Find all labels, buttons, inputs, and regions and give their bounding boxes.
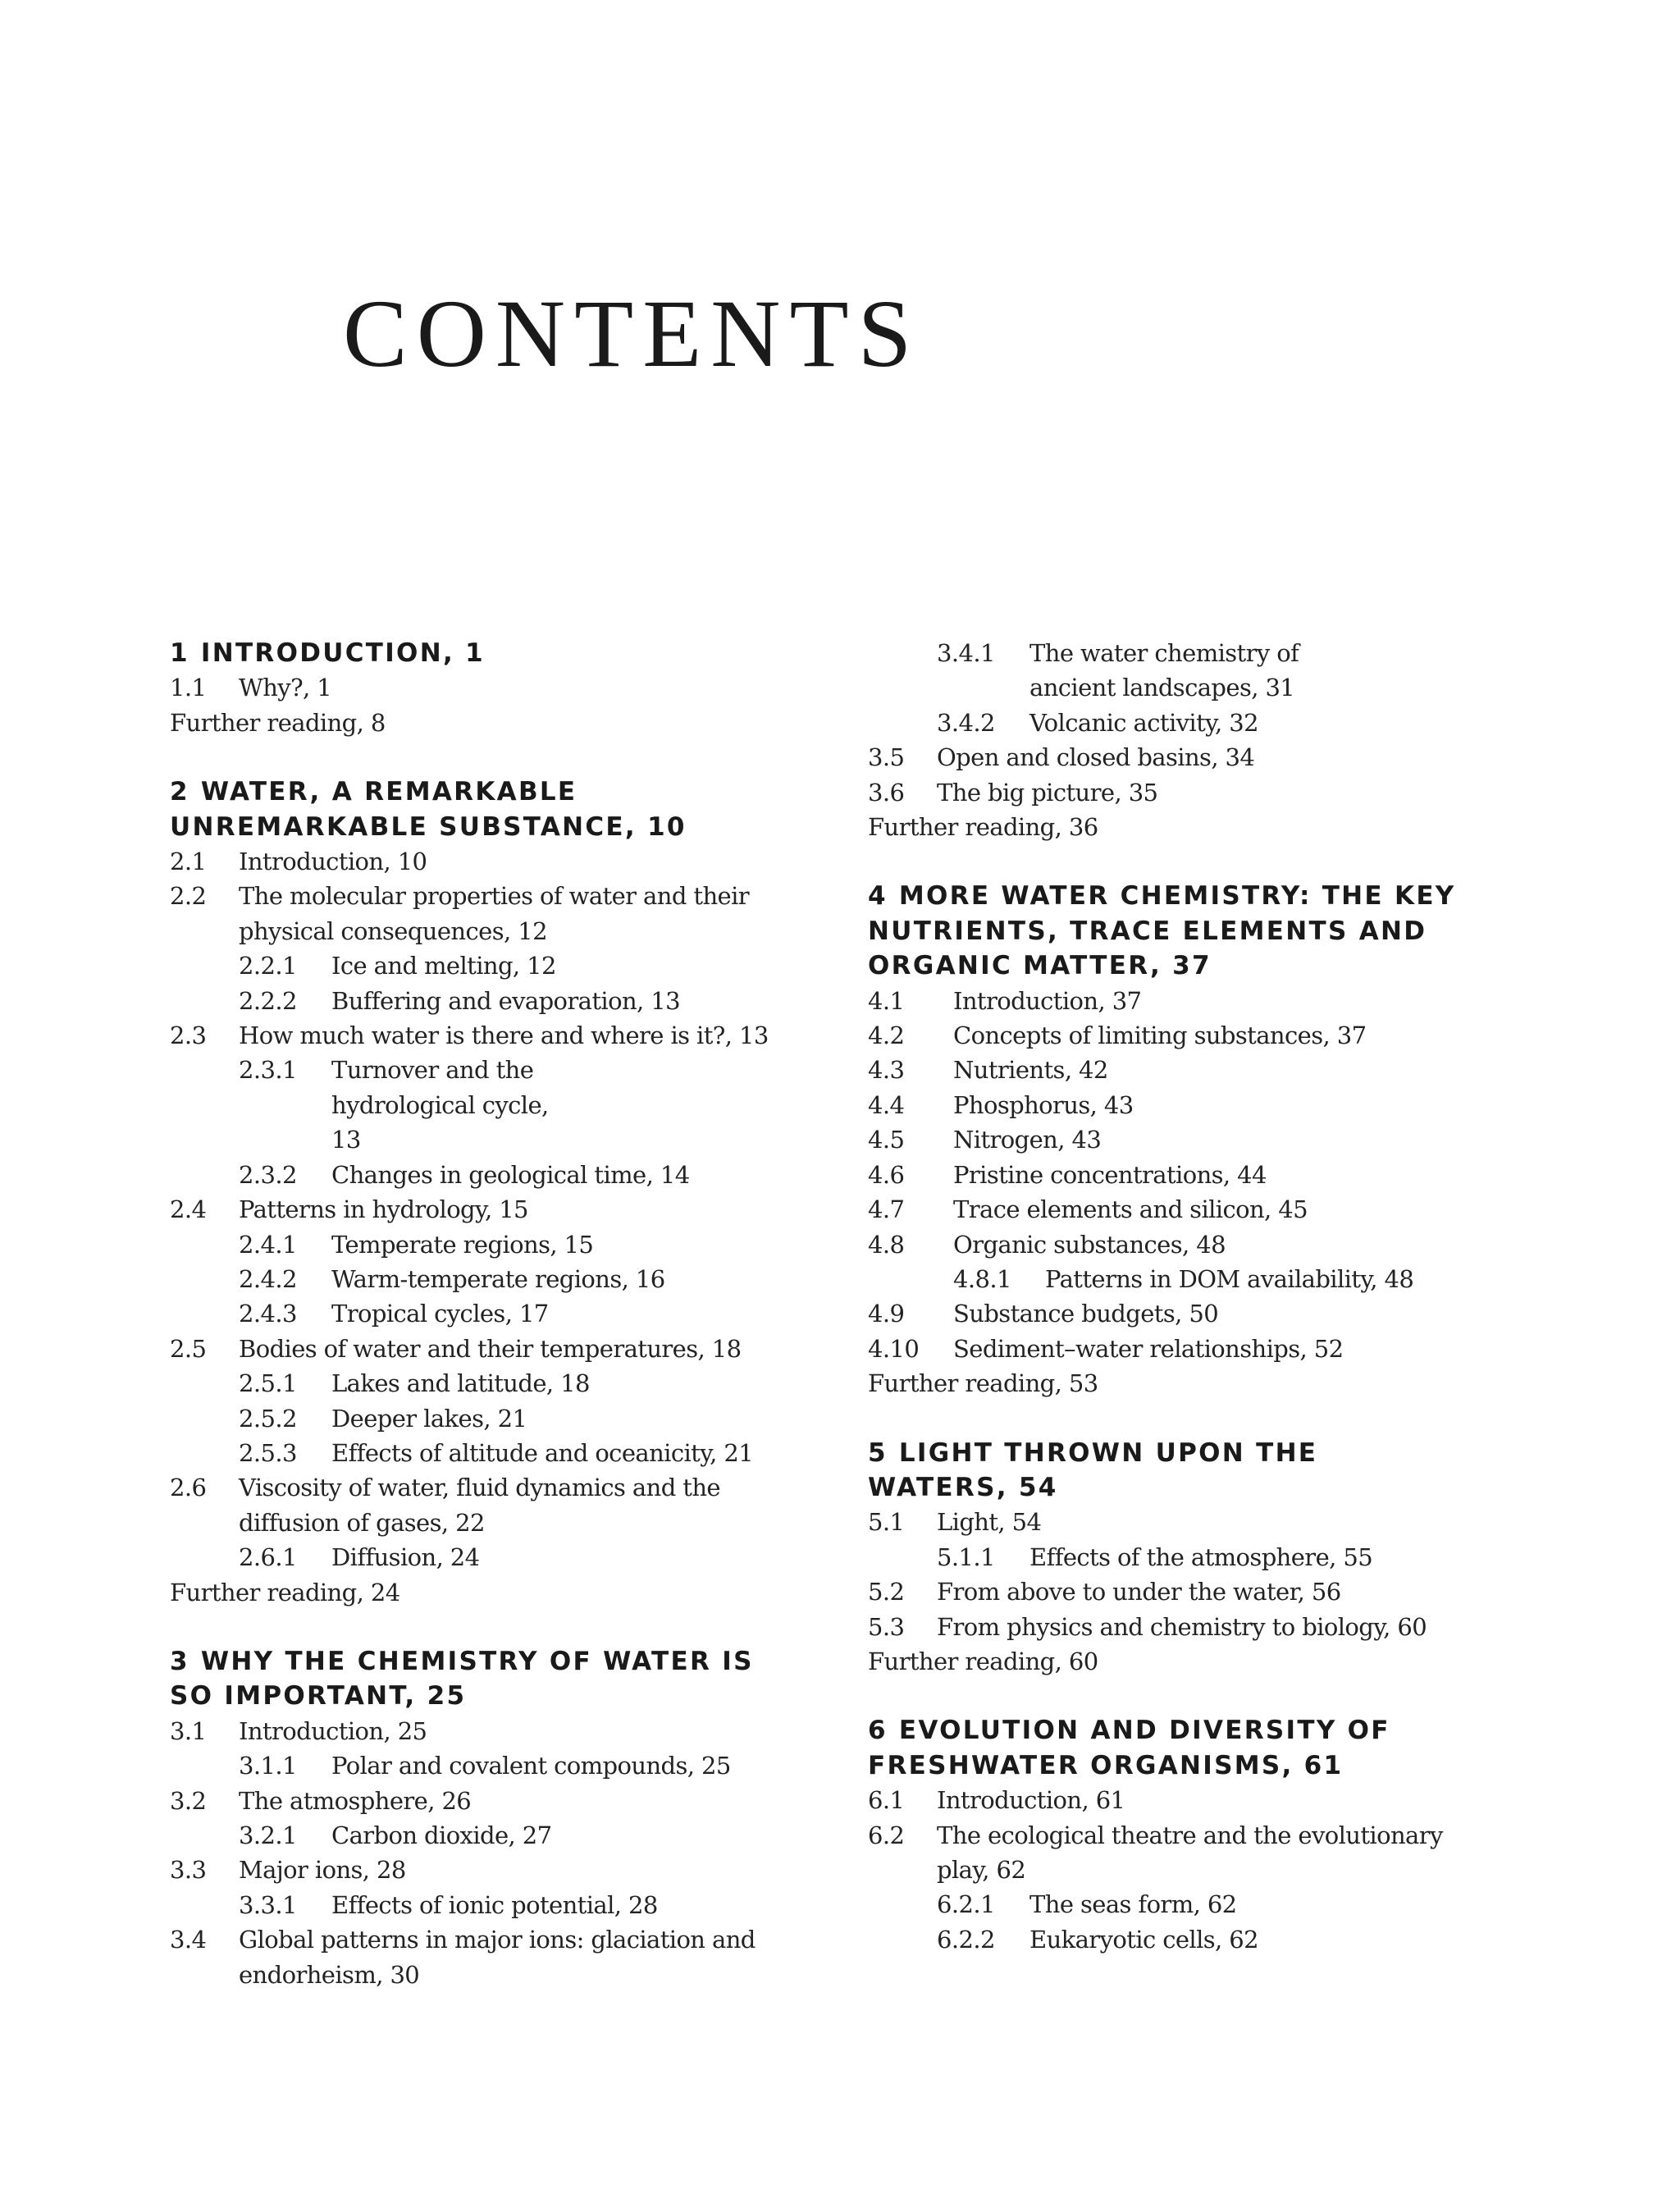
chapter-number: 4 [868,881,888,912]
subsection-number: 3.2.1 [239,1821,297,1849]
chapter-number: 3 [170,1646,189,1676]
subsection-title: Diffusion, 24 [331,1543,480,1572]
section-number: 2.3 [170,1021,207,1050]
section-number: 4.4 [868,1090,905,1119]
section-title: Nitrogen, 43 [953,1126,1102,1154]
toc-entry[interactable] [170,1018,810,1053]
subsection-title: Changes in geological time, 14 [331,1160,690,1189]
toc-subentry[interactable] [868,636,1508,706]
chapter-title-line-2: NUTRIENTS, TRACE ELEMENTS AND [868,916,1427,946]
section-title: Bodies of water and their temperatures, 18 [239,1334,742,1363]
chapter-title-line-1: WHY THE CHEMISTRY OF WATER IS [200,1646,754,1676]
toc-subentry[interactable] [170,1436,810,1470]
subsection-number: 2.5.2 [239,1404,297,1433]
toc-entry[interactable] [868,1332,1508,1366]
toc-entry[interactable] [868,1192,1508,1227]
subsection-title: Volcanic activity, 32 [1029,708,1259,737]
section-number: 2.2 [170,882,207,911]
section-title: Introduction, 61 [937,1786,1125,1815]
section-title: The ecological theatre and the evolutionary play, 62 [937,1821,1443,1884]
page-title: CONTENTS [343,280,921,387]
toc-subentry[interactable] [170,1227,810,1262]
subsection-title: The seas form, 62 [1029,1890,1237,1919]
chapter-title-line-1: LIGHT THROWN UPON THE [898,1437,1318,1468]
section-number: 3.2 [170,1786,207,1815]
chapter-heading[interactable] [170,775,810,844]
subsection-title: Patterns in DOM availability, 48 [1045,1264,1414,1293]
subsection-number: 2.3.1 [239,1056,297,1085]
section-title: Patterns in hydrology, 15 [239,1195,528,1224]
subsection-number: 3.1.1 [239,1752,297,1780]
subsection-number: 3.4.1 [937,639,995,667]
subsection-title: Effects of ionic potential, 28 [331,1890,658,1919]
section-number: 4.6 [868,1160,905,1189]
section-title: Introduction, 37 [953,986,1142,1015]
toc-entry[interactable] [868,1053,1508,1087]
toc-entry[interactable] [868,1122,1508,1157]
toc-subentry[interactable] [868,1887,1508,1922]
toc-subentry[interactable] [170,1158,810,1192]
toc-entry[interactable] [868,984,1508,1018]
subsection-number: 2.4.3 [239,1300,297,1328]
subsection-number: 6.2.1 [937,1890,995,1919]
section-title: Nutrients, 42 [953,1056,1108,1085]
section-title: Light, 54 [937,1508,1042,1537]
section-number: 4.7 [868,1195,905,1224]
section-number: 2.6 [170,1474,207,1502]
section-title: Introduction, 10 [239,848,427,876]
section-number: 2.1 [170,848,207,876]
toc-entry[interactable] [170,1784,810,1818]
subsection-title: Effects of altitude and oceanicity, 21 [331,1438,754,1467]
subsection-number: 2.4.1 [239,1230,297,1259]
section-number: 5.1 [868,1508,905,1537]
subsection-number: 6.2.2 [937,1925,995,1954]
toc-entry[interactable] [868,1610,1508,1644]
chapter-title-line-1: WATER, A REMARKABLE [200,777,578,807]
chapter-number: 5 [868,1437,888,1468]
subsection-number: 3.3.1 [239,1890,297,1919]
toc-entry[interactable] [868,1227,1508,1262]
section-number: 3.4 [170,1926,207,1954]
section-number: 3.6 [868,778,905,807]
subsection-title: Turnover and the hydrological cycle, 13 [331,1056,549,1154]
section-title: Substance budgets, 50 [953,1300,1219,1328]
section-title: Global patterns in major ions: glaciation and endorheism, 30 [239,1926,756,1989]
further-reading[interactable]: Further reading, 8 [170,708,386,737]
toc-left-column [170,636,810,1992]
section-number: 4.10 [868,1334,920,1363]
section-number: 5.2 [868,1578,905,1606]
toc-subentry[interactable] [170,1262,810,1296]
toc-subentry[interactable] [170,1818,810,1853]
section-number: 4.9 [868,1300,905,1328]
section-title: The big picture, 35 [937,778,1158,807]
section-title: Pristine concentrations, 44 [953,1160,1267,1189]
subsection-number: 2.5.3 [239,1438,297,1467]
chapter-2 [170,775,810,1610]
subsection-title: Buffering and evaporation, 13 [331,986,680,1015]
toc-entry[interactable] [868,1505,1508,1539]
toc-entry[interactable] [170,1714,810,1748]
subsection-title: Effects of the atmosphere, 55 [1029,1542,1373,1571]
section-number: 2.5 [170,1334,207,1363]
subsection-number: 2.4.2 [239,1264,297,1293]
toc-entry[interactable] [170,844,810,879]
subsection-number: 4.8.1 [953,1264,1011,1293]
toc-entry[interactable] [868,1018,1508,1053]
section-title: From physics and chemistry to biology, 60 [937,1612,1427,1641]
section-title: How much water is there and where is it?, 13 [239,1021,769,1050]
toc-subentry[interactable] [868,706,1508,740]
section-number: 1.1 [170,674,207,702]
section-title: Open and closed basins, 34 [937,743,1255,772]
further-reading[interactable]: Further reading, 53 [868,1369,1098,1398]
toc-entry[interactable] [170,670,810,705]
toc-entry[interactable] [868,1296,1508,1331]
toc-subentry[interactable] [170,1888,810,1922]
chapter-heading[interactable] [868,879,1508,983]
subsection-title: The water chemistry of ancient landscapes, 31 [1029,639,1299,702]
subsection-title: Warm-temperate regions, 16 [331,1264,665,1293]
subsection-number: 2.2.2 [239,986,297,1015]
subsection-number: 3.4.2 [937,708,995,737]
toc-entry[interactable] [868,1088,1508,1122]
toc-subentry[interactable] [170,948,810,983]
subsection-number: 2.2.1 [239,952,297,980]
chapter-3 [170,1644,810,1992]
chapter-title-line-2: SO IMPORTANT, 25 [170,1681,467,1711]
toc-entry[interactable] [170,879,810,948]
toc-subentry[interactable] [170,1296,810,1331]
chapter-1 [170,636,810,740]
toc-right-column [868,636,1508,1957]
toc-entry[interactable] [170,1922,810,1992]
chapter-3-continued [868,636,1508,844]
subsection-number: 2.6.1 [239,1543,297,1572]
further-reading[interactable]: Further reading, 60 [868,1647,1098,1675]
section-title: Phosphorus, 43 [953,1090,1134,1119]
section-number: 3.5 [868,743,905,772]
chapter-title-line-1: MORE WATER CHEMISTRY: THE KEY [898,881,1456,912]
subsection-title: Carbon dioxide, 27 [331,1821,552,1849]
subsection-title: Deeper lakes, 21 [331,1404,527,1433]
subsection-title: Lakes and latitude, 18 [331,1369,590,1398]
section-title: The atmosphere, 26 [239,1786,472,1815]
chapter-title-line-2: UNREMARKABLE SUBSTANCE, 10 [170,811,687,842]
chapter-heading[interactable] [170,636,810,670]
chapter-title-line-2: WATERS, 54 [868,1472,1058,1502]
toc-subentry[interactable] [170,1401,810,1436]
section-title: Viscosity of water, fluid dynamics and the diffusion of gases, 22 [239,1474,720,1537]
chapter-number: 1 [170,638,189,668]
toc-subentry[interactable] [170,984,810,1018]
chapter-6 [868,1713,1508,1957]
toc-subentry[interactable] [170,1748,810,1783]
section-number: 4.1 [868,986,905,1015]
toc-subentry[interactable] [868,1922,1508,1957]
toc-entry[interactable] [868,1818,1508,1888]
toc-entry[interactable] [868,740,1508,775]
toc-entry[interactable] [170,1470,810,1540]
section-title: Sediment–water relationships, 52 [953,1334,1344,1363]
section-number: 4.5 [868,1126,905,1154]
subsection-number: 2.5.1 [239,1369,297,1398]
subsection-number: 2.3.2 [239,1160,297,1189]
chapter-5 [868,1436,1508,1679]
toc-subentry[interactable] [170,1053,810,1157]
toc-entry[interactable] [868,775,1508,810]
chapter-title-line-1: EVOLUTION AND DIVERSITY OF [898,1716,1390,1746]
section-title: From above to under the water, 56 [937,1578,1341,1606]
subsection-number: 5.1.1 [937,1542,995,1571]
section-title: Why?, 1 [239,674,332,702]
subsection-title: Tropical cycles, 17 [331,1300,549,1328]
toc-subentry[interactable] [868,1540,1508,1574]
section-title: Concepts of limiting substances, 37 [953,1021,1367,1050]
toc-subentry[interactable] [170,1366,810,1401]
chapter-number: 6 [868,1716,888,1746]
toc-entry[interactable] [868,1574,1508,1609]
further-reading[interactable]: Further reading, 36 [868,813,1098,842]
chapter-heading[interactable] [868,1713,1508,1783]
toc-subentry[interactable] [868,1262,1508,1296]
section-number: 6.1 [868,1786,905,1815]
toc-entry[interactable] [170,1192,810,1227]
toc-entry[interactable] [868,1783,1508,1817]
section-title: The molecular properties of water and their physical consequences, 12 [239,882,750,945]
chapter-number: 2 [170,777,189,807]
subsection-title: Polar and covalent compounds, 25 [331,1752,731,1780]
further-reading[interactable]: Further reading, 24 [170,1578,400,1606]
chapter-heading[interactable] [170,1644,810,1714]
section-title: Trace elements and silicon, 45 [953,1195,1308,1224]
section-number: 3.3 [170,1856,207,1885]
subsection-title: Temperate regions, 15 [331,1230,594,1259]
chapter-4 [868,879,1508,1401]
section-number: 2.4 [170,1195,207,1224]
chapter-title-line-3: ORGANIC MATTER, 37 [868,951,1212,981]
section-number: 4.2 [868,1021,905,1050]
section-title: Major ions, 28 [239,1856,406,1885]
chapter-title-line-2: FRESHWATER ORGANISMS, 61 [868,1750,1344,1780]
toc-subentry[interactable] [170,1540,810,1574]
toc-entry[interactable] [868,1158,1508,1192]
toc-entry[interactable] [170,1332,810,1366]
subsection-title: Ice and melting, 12 [331,952,556,980]
section-number: 3.1 [170,1716,207,1745]
section-number: 4.3 [868,1056,905,1085]
section-title: Organic substances, 48 [953,1230,1226,1259]
section-title: Introduction, 25 [239,1716,427,1745]
chapter-heading[interactable] [868,1436,1508,1506]
section-number: 4.8 [868,1230,905,1259]
section-number: 6.2 [868,1821,905,1849]
section-number: 5.3 [868,1612,905,1641]
subsection-title: Eukaryotic cells, 62 [1029,1925,1258,1954]
chapter-title: INTRODUCTION, 1 [200,638,485,668]
toc-entry[interactable] [170,1853,810,1887]
